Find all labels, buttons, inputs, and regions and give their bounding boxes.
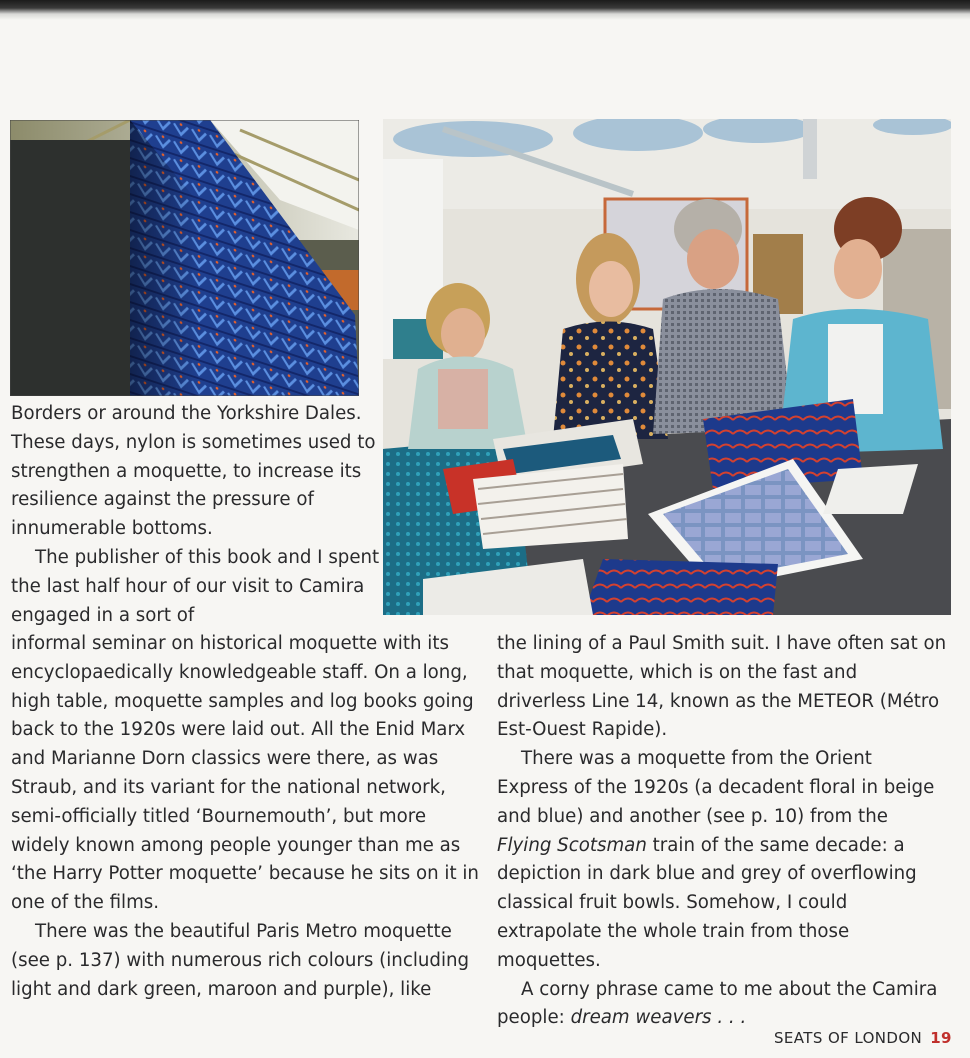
paragraph: the lining of a Paul Smith suit. I have often sat on that moquette, which is on the fast and driverless Line 14, known as the METEOR (Métro Est-Ouest Rapide). (497, 633, 947, 741)
text-run: train of the same decade: a depiction in dark blue and grey of overflowing classical fruit bowls. Somehow, I could extrapolate the whole train from those moquettes. (497, 834, 917, 971)
italic-phrase: dream weavers . . . (570, 1007, 747, 1029)
page-top-shadow (0, 0, 970, 20)
paragraph: informal seminar on historical moquette with its encyclopaedically knowledgeable staff. On a long, high table, moquette samples and log books going back to the 1920s were laid out. All the Enid Marx and Marianne Dorn classics were there, as was Straub, and its variant for the national network, semi-officially titled ‘Bournemouth’, but more widely known among people younger than me as ‘the Harry Potter moquette’ because he sits on it in one of the films. (11, 633, 479, 914)
page-number: 19 (930, 1029, 952, 1047)
left-column-lower-text (11, 630, 481, 1004)
camira-staff-photo (383, 119, 951, 615)
moquette-roll-photo (10, 120, 359, 396)
running-head: SEATS OF LONDON (774, 1029, 923, 1047)
paragraph: There was the beautiful Paris Metro moquette (see p. 137) with numerous rich colours (including light and dark green, maroon and purple), like (11, 920, 470, 1000)
paragraph (497, 976, 947, 1034)
left-column-upper-text (11, 400, 383, 630)
italic-title: Flying Scotsman (497, 834, 647, 856)
text-run: A corny phrase came to me about the Camira people: (497, 978, 938, 1029)
paragraph: Borders or around the Yorkshire Dales. These days, nylon is sometimes used to strengthen a moquette, to increase its resilience against the pressure of innumerable bottoms. (11, 403, 376, 540)
page-footer (774, 1029, 952, 1047)
text-run: There was a moquette from the Orient Express of the 1920s (a decadent floral in beige and blue) and another (see p. 10) from the (497, 748, 935, 827)
right-column-text (497, 630, 947, 1033)
paragraph (497, 745, 947, 975)
paragraph: The publisher of this book and I spent the last half hour of our visit to Camira engaged in a sort of (11, 546, 380, 626)
